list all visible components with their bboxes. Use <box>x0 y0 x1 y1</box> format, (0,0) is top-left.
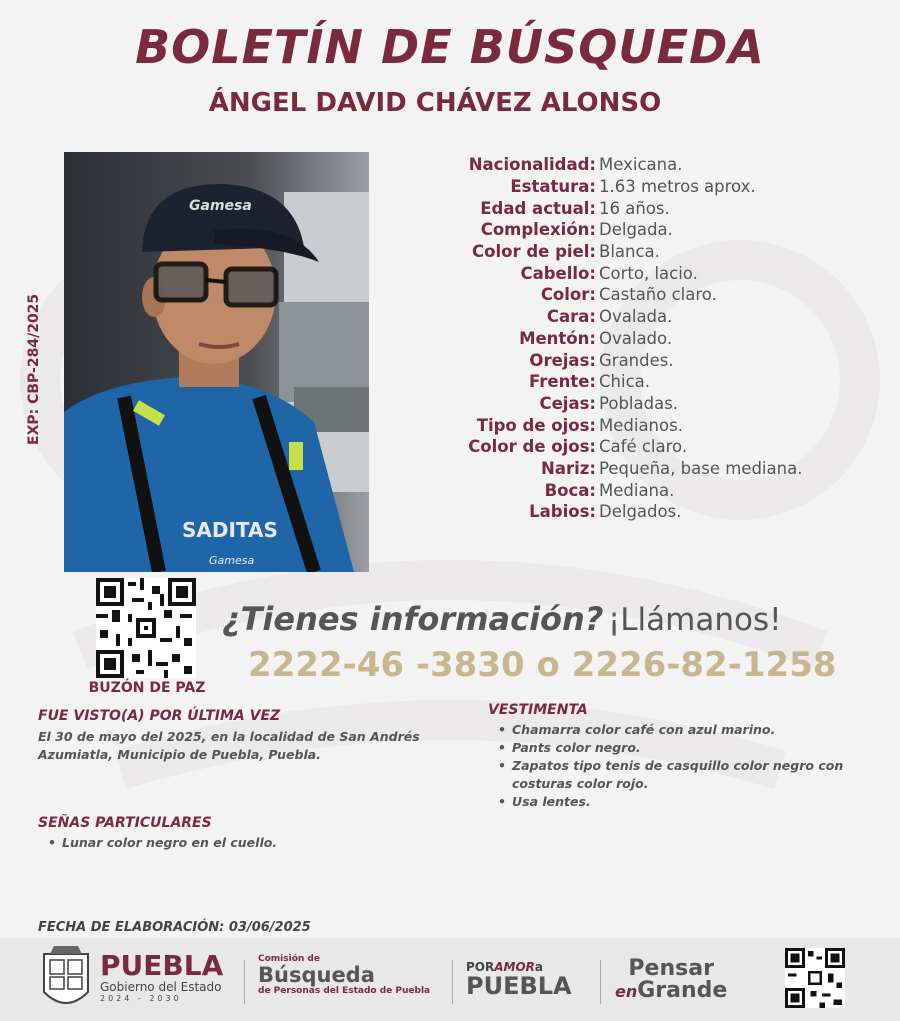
divider <box>600 960 601 1004</box>
attribute-label: Cara: <box>546 307 596 327</box>
attribute-row <box>400 501 880 523</box>
attribute-row <box>400 393 880 415</box>
attribute-label: Orejas: <box>529 350 596 370</box>
attribute-value: Ovalado. <box>599 328 673 348</box>
cap-logo-text: Gamesa <box>189 198 252 214</box>
attribute-value: 16 años. <box>599 198 670 218</box>
attribute-row <box>400 306 880 328</box>
creation-date: FECHA DE ELABORACIÓN: 03/06/2025 <box>38 920 311 935</box>
marks-list <box>46 834 277 852</box>
attribute-label: Tipo de ojos: <box>476 415 596 435</box>
amor-text: AMOR <box>494 960 535 974</box>
physical-description <box>400 154 880 523</box>
attribute-row <box>400 219 880 241</box>
attribute-value: Café claro. <box>599 437 688 457</box>
attribute-label: Color de piel: <box>472 242 596 262</box>
puebla-text: PUEBLA <box>466 972 572 1000</box>
attribute-label: Mentón: <box>519 328 596 348</box>
por-text: POR <box>466 960 495 974</box>
attribute-value: Grandes. <box>599 350 674 370</box>
attribute-label: Nacionalidad: <box>468 155 596 175</box>
shirt-subtext: Gamesa <box>209 554 255 567</box>
attribute-value: Delgada. <box>599 220 673 240</box>
attribute-label: Estatura: <box>510 177 596 197</box>
person-name: ÁNGEL DAVID CHÁVEZ ALONSO <box>208 88 662 118</box>
attribute-row <box>400 414 880 436</box>
case-number: EXP: CBP-284/2025 <box>26 293 42 445</box>
clothing-title: VESTIMENTA <box>488 702 588 718</box>
clothing-item: • Pants color negro. <box>496 739 843 757</box>
attribute-row <box>400 262 880 284</box>
attribute-value: Ovalada. <box>599 307 673 327</box>
puebla-government-logo <box>100 949 224 1003</box>
attribute-row <box>400 349 880 371</box>
attribute-value: Corto, lacio. <box>599 263 698 283</box>
attribute-value: Mediana. <box>599 480 675 500</box>
marks-title: SEÑAS PARTICULARES <box>38 815 212 831</box>
a-text: a <box>534 960 544 974</box>
qr-code[interactable] <box>96 578 196 678</box>
shirt-text: SADITAS <box>182 518 278 542</box>
en-text: en <box>615 982 638 1001</box>
pensar-en-grande-logo <box>615 958 727 1003</box>
comision-busqueda-logo <box>258 954 430 996</box>
clothing-item-continued: costuras color rojo. <box>512 776 649 791</box>
last-seen-title: FUE VISTO(A) POR ÚLTIMA VEZ <box>38 708 281 724</box>
attribute-row <box>400 436 880 458</box>
divider <box>244 960 245 1004</box>
attribute-label: Labios: <box>529 502 596 522</box>
person-photo <box>64 152 369 572</box>
attribute-label: Color de ojos: <box>468 437 596 457</box>
attribute-label: Boca: <box>544 480 596 500</box>
attribute-row <box>400 154 880 176</box>
last-seen-text <box>38 728 420 764</box>
attribute-value: Blanca. <box>599 242 660 262</box>
attribute-label: Cabello: <box>520 263 596 283</box>
attribute-value: Delgados. <box>599 502 682 522</box>
comision-top-text: Comisión de <box>258 954 320 964</box>
attribute-label: Cejas: <box>539 393 596 413</box>
footer-logos <box>0 938 900 1021</box>
last-seen-line: El 30 de mayo del 2025, en la localidad de San Andrés <box>38 729 420 744</box>
attribute-row <box>400 197 880 219</box>
pensar-text: Pensar <box>628 956 714 981</box>
attribute-label: Nariz: <box>541 458 596 478</box>
attribute-label: Frente: <box>529 372 596 392</box>
years-text: 2024 - 2030 <box>100 994 182 1003</box>
attribute-value: Chica. <box>599 372 650 392</box>
contact-question <box>222 600 782 638</box>
comision-sub-text: de Personas del Estado de Puebla <box>258 986 431 996</box>
question-text: ¿Tienes información? <box>222 600 604 638</box>
divider <box>452 960 453 1004</box>
attribute-value: 1.63 metros aprox. <box>599 177 756 197</box>
puebla-wordmark: PUEBLA <box>100 949 224 982</box>
bulletin-title: BOLETÍN DE BÚSQUEDA <box>135 20 765 74</box>
attribute-row <box>400 176 880 198</box>
attribute-row <box>400 284 880 306</box>
attribute-label: Color: <box>540 285 596 305</box>
clothing-item: • Chamarra color café con azul marino. <box>496 721 843 739</box>
attribute-row <box>400 458 880 480</box>
phone-numbers[interactable]: 2222-46 -3830 o 2226-82-1258 <box>248 645 837 685</box>
attribute-value: Mexicana. <box>599 155 683 175</box>
marks-item: • Lunar color negro en el cuello. <box>46 834 277 852</box>
attribute-row <box>400 479 880 501</box>
comision-main-text: Búsqueda <box>258 963 375 987</box>
attribute-label: Edad actual: <box>480 198 596 218</box>
state-seal-icon <box>40 944 92 1016</box>
buzon-de-paz-label: BUZÓN DE PAZ <box>88 680 206 696</box>
clothing-list <box>496 721 843 811</box>
attribute-value: Castaño claro. <box>599 285 717 305</box>
attribute-label: Complexión: <box>480 220 596 240</box>
por-amor-a-puebla-logo <box>466 960 572 998</box>
gobierno-text: Gobierno del Estado <box>100 980 222 994</box>
attribute-row <box>400 371 880 393</box>
clothing-item: • Usa lentes. <box>496 793 843 811</box>
attribute-value: Pobladas. <box>599 393 679 413</box>
grande-text: Grande <box>637 978 728 1003</box>
attribute-value: Medianos. <box>599 415 683 435</box>
footer-qr-code[interactable] <box>785 948 845 1008</box>
attribute-row <box>400 328 880 350</box>
clothing-item: • Zapatos tipo tenis de casquillo color negro con <box>496 757 843 775</box>
attribute-row <box>400 241 880 263</box>
call-text: ¡Llámanos! <box>607 602 782 638</box>
last-seen-line: Azumiatla, Municipio de Puebla, Puebla. <box>38 747 321 762</box>
attribute-value: Pequeña, base mediana. <box>599 458 803 478</box>
